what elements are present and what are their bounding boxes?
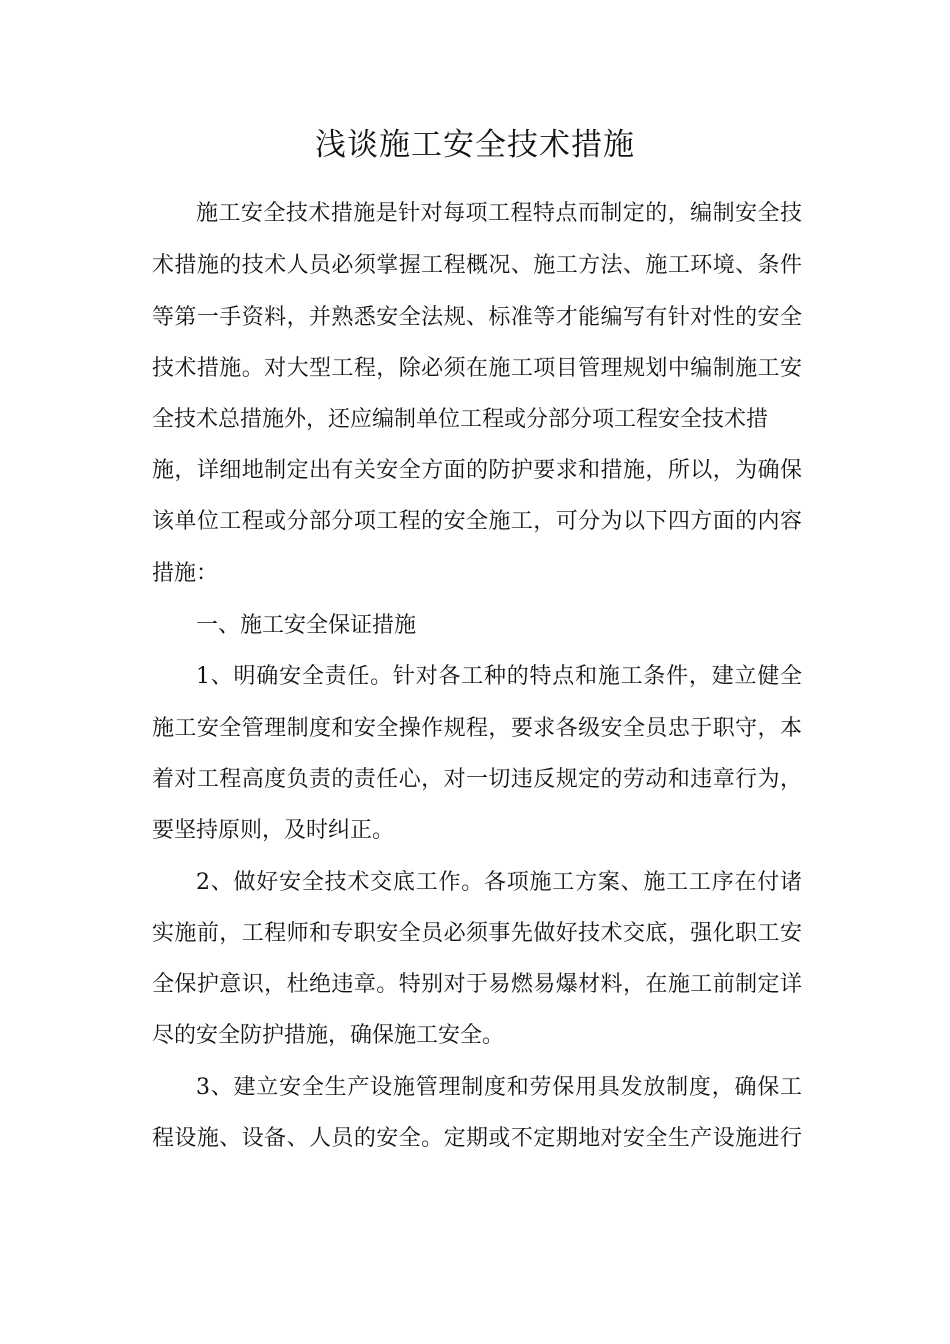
paragraph-line: 2、做好安全技术交底工作。各项施工方案、施工工序在付诸 <box>196 870 802 895</box>
paragraph-line: 该单位工程或分部分项工程的安全施工，可分为以下四方面的内容 <box>152 509 802 534</box>
paragraph-line: 要坚持原则，及时纠正。 <box>152 818 395 843</box>
paragraph-line: 措施： <box>152 561 219 586</box>
paragraph-line: 全保护意识，杜绝违章。特别对于易燃易爆材料，在施工前制定详 <box>152 972 802 997</box>
paragraph-line: 施工安全管理制度和安全操作规程，要求各级安全员忠于职守，本 <box>152 716 802 741</box>
paragraph-line: 尽的安全防护措施，确保施工安全。 <box>152 1023 505 1048</box>
paragraph-line: 术措施的技术人员必须掌握工程概况、施工方法、施工环境、条件 <box>152 253 802 278</box>
paragraph-line: 3、建立安全生产设施管理制度和劳保用具发放制度，确保工 <box>196 1075 802 1100</box>
paragraph-line: 1、明确安全责任。针对各工种的特点和施工条件，建立健全 <box>196 664 802 689</box>
section-heading: 一、施工安全保证措施 <box>196 613 417 638</box>
paragraph-line: 等第一手资料，并熟悉安全法规、标准等才能编写有针对性的安全 <box>152 305 802 330</box>
document-title: 浅谈施工安全技术措施 <box>315 127 635 163</box>
paragraph-line: 施，详细地制定出有关安全方面的防护要求和措施，所以，为确保 <box>152 458 802 483</box>
paragraph-line: 全技术总措施外，还应编制单位工程或分部分项工程安全技术措 <box>152 407 769 432</box>
paragraph-line: 实施前，工程师和专职安全员必须事先做好技术交底，强化职工安 <box>152 921 802 946</box>
paragraph-line: 施工安全技术措施是针对每项工程特点而制定的，编制安全技 <box>196 201 802 226</box>
paragraph-line: 程设施、设备、人员的安全。定期或不定期地对安全生产设施进行 <box>152 1126 802 1151</box>
paragraph-line: 技术措施。对大型工程，除必须在施工项目管理规划中编制施工安 <box>152 356 802 381</box>
paragraph-line: 着对工程高度负责的责任心，对一切违反规定的劳动和违章行为， <box>152 767 802 792</box>
